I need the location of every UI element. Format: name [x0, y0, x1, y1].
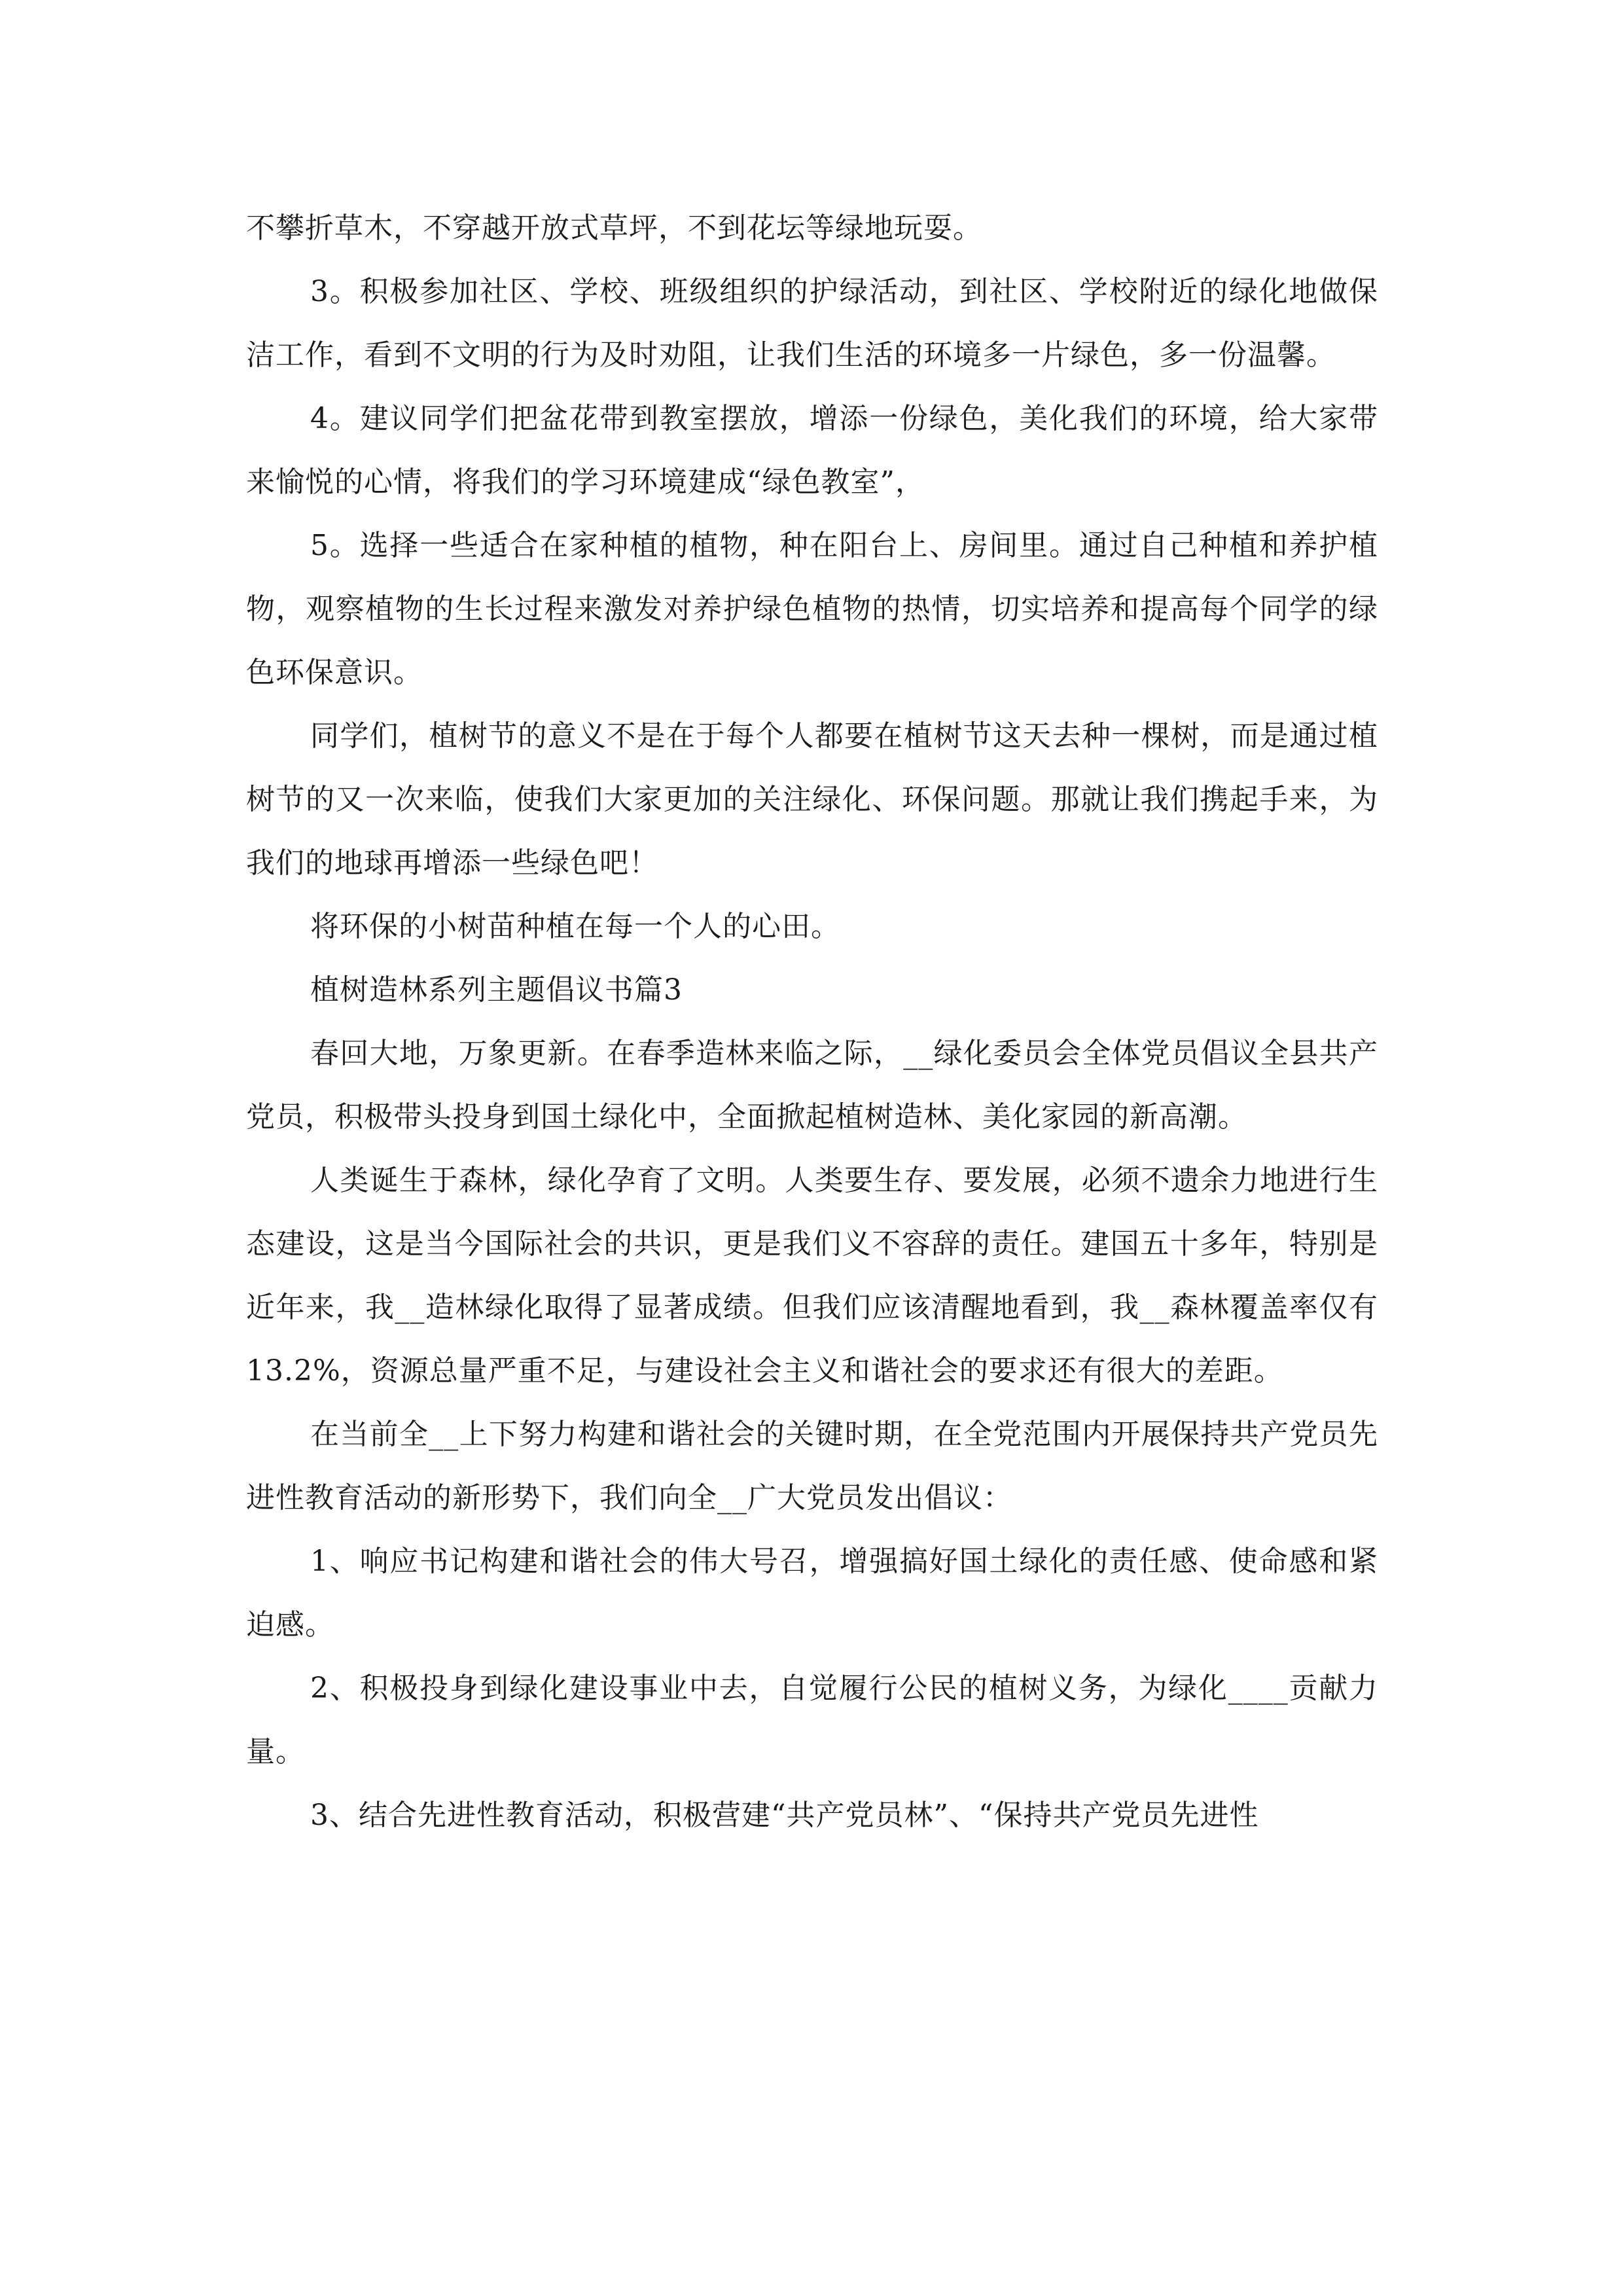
paragraph: 不攀折草木，不穿越开放式草坪，不到花坛等绿地玩耍。 — [246, 211, 982, 245]
paragraph: 3。积极参加社区、学校、班级组织的护绿活动，到社区、学校附近的绿化地做保洁工作，看到不文明的行为及时劝阻，让我们生活的环境多一片绿色，多一份温馨。 — [246, 275, 1378, 372]
paragraph: 5。选择一些适合在家种植的植物，种在阳台上、房间里。通过自己种植和养护植物，观察植物的生长过程来激发对养护绿色植物的热情，切实培养和提高每个同学的绿色环保意识。 — [246, 529, 1378, 689]
paragraph: 4。建议同学们把盆花带到教室摆放，增添一份绿色，美化我们的环境，给大家带来愉悦的心情，将我们的学习环境建成“绿色教室”， — [246, 402, 1378, 499]
paragraph: 在当前全__上下努力构建和谐社会的关键时期，在全党范围内开展保持共产党员先进性教育活动的新形势下，我们向全__广大党员发出倡议： — [246, 1418, 1378, 1515]
paragraph: 植树造林系列主题倡议书篇3 — [310, 973, 683, 1007]
paragraph: 春回大地，万象更新。在春季造林来临之际，__绿化委员会全体党员倡议全县共产党员，积极带头投身到国土绿化中，全面掀起植树造林、美化家园的新高潮。 — [246, 1037, 1378, 1134]
paragraph: 同学们，植树节的意义不是在于每个人都要在植树节这天去种一棵树，而是通过植树节的又一次来临，使我们大家更加的关注绿化、环保问题。那就让我们携起手来，为我们的地球再增添一些绿色吧！ — [246, 719, 1378, 880]
paragraph: 3、结合先进性教育活动，积极营建“共产党员林”、“保持共产党员先进性 — [310, 1799, 1259, 1832]
paragraph: 人类诞生于森林，绿化孕育了文明。人类要生存、要发展，必须不遗余力地进行生态建设，这是当今国际社会的共识，更是我们义不容辞的责任。建国五十多年，特别是近年来，我__造林绿化取得了显著成绩。但我们应该清醒地看到，我__森林覆盖率仅有13.2%，资源总量严重不足，与建设社会主义和谐社会的要求还有很大的差距。 — [246, 1164, 1378, 1388]
paragraph: 1、响应书记构建和谐社会的伟大号召，增强搞好国土绿化的责任感、使命感和紧迫感。 — [246, 1545, 1378, 1641]
document-body — [246, 196, 1378, 1847]
paragraph: 2、积极投身到绿化建设事业中去，自觉履行公民的植树义务，为绿化____贡献力量。 — [246, 1672, 1378, 1768]
paragraph: 将环保的小树苗种植在每一个人的心田。 — [310, 910, 840, 943]
